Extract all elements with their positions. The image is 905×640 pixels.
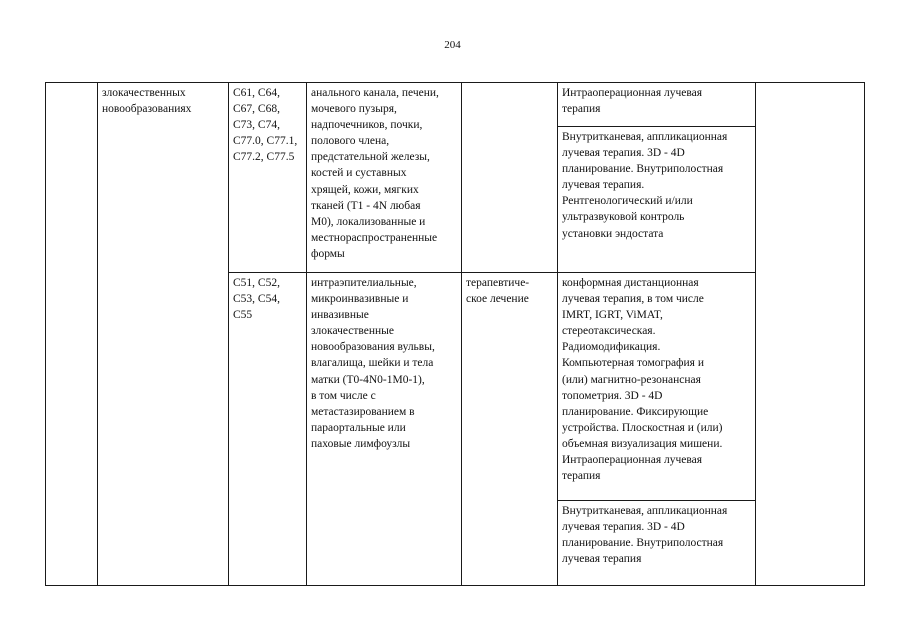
codes-text: C51, C52, C53, C54, C55 xyxy=(233,277,280,322)
treatment-cell xyxy=(462,83,558,273)
codes-cell xyxy=(229,83,307,273)
codes-text: C61, C64, C67, C68, C73, C74, C77.0, C77.1, C77.2, C77.5 xyxy=(233,87,298,164)
number-cell xyxy=(46,83,98,586)
last-column-cell xyxy=(756,83,865,586)
description-text: интраэпителиальные, микроинвазивные и инвазивные злокачественные новообразования вульвы, влагалища, шейки и тела матки (T0-4N0-1M0-1), в том числе с метастазированием в параортальные или паховые лимфоузлы xyxy=(311,277,435,450)
description-cell xyxy=(307,273,462,586)
method-cell xyxy=(558,501,756,586)
method-cell xyxy=(558,273,756,501)
diagnosis-cell xyxy=(98,83,229,586)
treatment-cell xyxy=(462,273,558,586)
table-row xyxy=(46,83,865,127)
method-text: Внутритканевая, аппликационная лучевая терапия. 3D - 4D планирование. Внутриполостная лучевая терапия xyxy=(562,505,728,566)
diagnosis-text: злокачественных новообразованиях xyxy=(102,87,192,116)
method-cell xyxy=(558,83,756,127)
page-number: 204 xyxy=(444,39,461,51)
method-text: конформная дистанционная лучевая терапия, в том числе IMRT, IGRT, ViMAT, стереотаксическая. Радиомодификация. Компьютерная томография и (или) магнитно-резонансная топометрия. 3D - 4D планирование. Фиксирующие устройства. Плоскостная и (или) объемная визуализация мишени. Интраоперационная лучевая терапия xyxy=(562,277,723,483)
method-text: Интраоперационная лучевая терапия xyxy=(562,87,703,116)
codes-cell xyxy=(229,273,307,586)
document-table xyxy=(45,82,865,586)
description-cell xyxy=(307,83,462,273)
treatment-text: терапевтиче- ское лечение xyxy=(466,277,530,306)
description-text: анального канала, печени, мочевого пузыря, надпочечников, почки, полового члена, предстательной железы, костей и суставных хрящей, кожи, мягких тканей (T1 - 4N любая M0), локализованные и местнораспространенные формы xyxy=(311,87,439,260)
method-cell xyxy=(558,127,756,273)
method-text: Внутритканевая, аппликационная лучевая терапия. 3D - 4D планирование. Внутриполостная лучевая терапия. Рентгенологический и/или ультразвуковой контроль установки эндостата xyxy=(562,131,728,240)
